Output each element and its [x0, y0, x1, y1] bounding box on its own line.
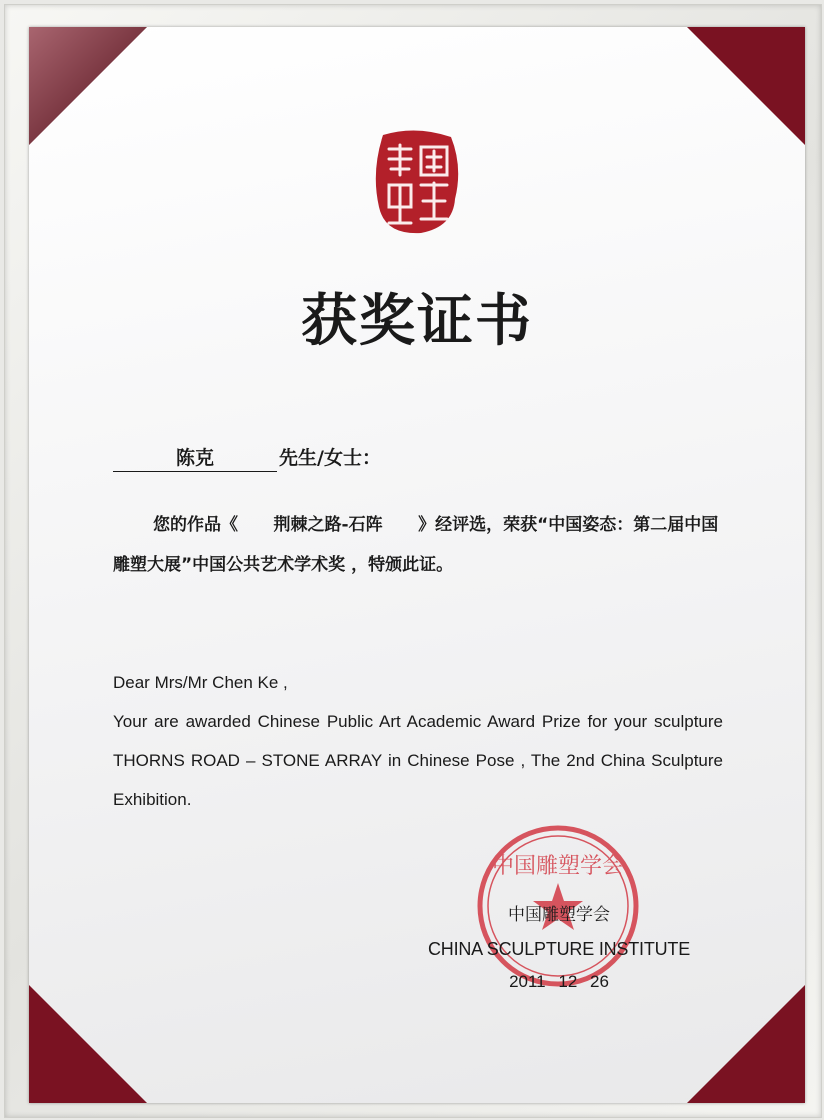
recipient-line: [113, 443, 381, 472]
recipient-salutation: 先生/女士：: [279, 447, 381, 469]
corner-decoration-bottom-left: [29, 985, 147, 1103]
certificate-frame: [4, 4, 822, 1118]
issuer-chinese-name: 中国雕塑学会: [508, 905, 610, 925]
corner-decoration-top-left: [29, 27, 147, 145]
issuer-english-name: CHINA SCULPTURE INSTITUTE: [427, 939, 691, 959]
certificate-sheet: [29, 27, 805, 1103]
english-greeting: Dear Mrs/Mr Chen Ke ,: [113, 673, 288, 692]
certificate-title: 获奖证书: [301, 289, 533, 354]
chinese-body-content: 您的作品《 荆棘之路-石阵 》经评选，荣获“中国姿态：第二届中国雕塑大展”中国公共艺术学术奖 ，特颁此证。: [113, 515, 719, 575]
seal-logo: [371, 127, 461, 237]
english-body-block: [113, 663, 723, 819]
issuer-block: [409, 897, 709, 999]
stamp-text: 中国雕塑学会: [491, 854, 625, 879]
recipient-name: 陈克: [113, 443, 277, 472]
english-body-text: Your are awarded Chinese Public Art Academic Award Prize for your sculpture THORNS ROAD – STONE ARRAY in Chinese Pose , The 2nd China Sculpture Exhibition.: [113, 712, 723, 809]
issue-date: 2011 12 26: [509, 972, 609, 991]
chinese-body-text: [113, 505, 723, 585]
corner-decoration-top-right: [687, 27, 805, 145]
corner-decoration-bottom-right: [687, 985, 805, 1103]
